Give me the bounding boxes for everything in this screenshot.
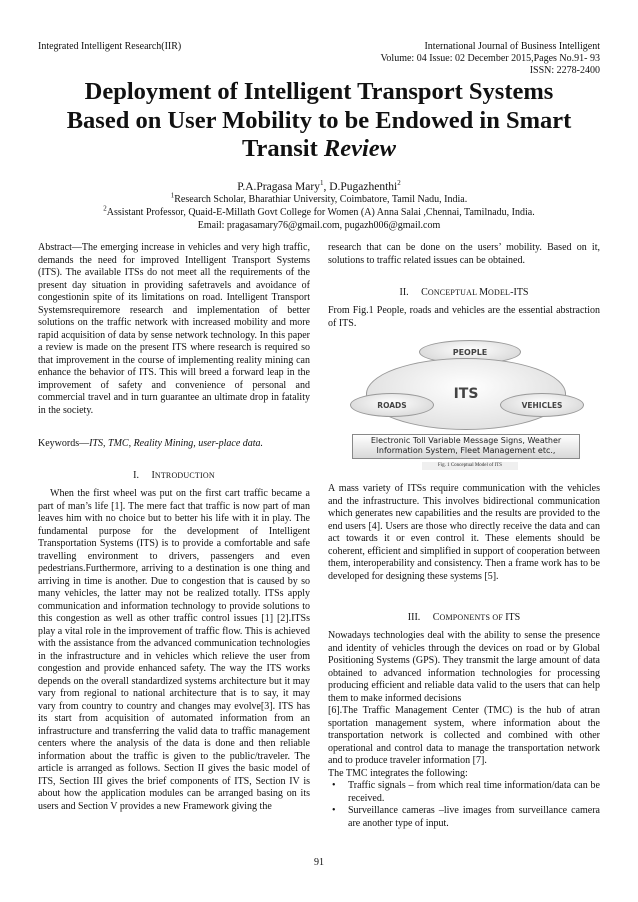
paper-title [30,78,608,164]
figure-caption: Fig. 1 Conceptual Model of ITS [422,462,518,470]
author-1: P.A.Pragasa Mary [237,181,320,193]
page-number: 91 [314,857,324,868]
keywords-text: ITS, TMC, Reality Mining, user-place data. [89,438,264,449]
mass-variety-paragraph: A mass variety of ITSs require communication with the vehicles and the infrastructure. This involves bidirectional communication which generates new capabilities and the results are provided to the end users [4]. Users are those who directly receive the data and can act towards it or even control it. These elements should be coherent, efficient and simplified in support of cooperation between them, interoperability and consistency. Then a frame work has to be developed for designing these systems [5]. [328,483,600,582]
section-heading-components [328,612,600,625]
author-2: , D.Pugazhenthi [323,181,398,193]
keywords [38,438,310,451]
section-heading-conceptual-model [328,287,600,300]
section-title-cap: I [151,470,155,481]
journal-name: International Journal of Business Intelligent [424,41,600,52]
affiliation-1-sup: 1 [170,191,175,200]
people-oval: PEOPLE [419,340,521,364]
section-title-rest-2: ODEL [488,288,511,297]
title-line-3-main: Transit [241,135,324,162]
its-oval: ITS [366,358,566,430]
title-line-2: Based on User Mobility to be Endowed in Smart [66,106,572,134]
journal-issn: ISSN: 2278-2400 [529,65,600,76]
section-number: II. [399,287,409,298]
section-title-tail: ITS [505,612,521,623]
bullet-icon: • [332,780,336,791]
tmc-integrates-line: The TMC integrates the following: [328,767,468,779]
applications-box-line-1: Electronic Toll Variable Message Signs, Weather [370,436,562,445]
applications-box-line-2: Information System, Fleet Management etc., [376,446,556,455]
section-title-cap: C [432,612,440,623]
journal-header-right [380,41,600,77]
tmc-paragraph: [6].The Traffic Management Center (TMC) is the hub of atran sportation management system, where information about the transportation network is collected and combined with other operational and control data to manage the transportation network and to produce traveler information [7]. [328,705,600,766]
abstract: Abstract—The emerging increase in vehicles and very high traffic, demands the need for improved Intelligent Transport Systems (ITS). The available ITSs do not meet all the requirements of the present day situation in providing safetravels and avoidance of congestionin spite of its limitations on road. Intelligent Transport Systemsrequiremore research and implementation of better solutions on the traffic network with increased mobility and more rapid acquisition of data by sense network technology. In this paper a review is made on the present ITS where research is required so that improvement in the course of implementing reality mining can enhance the behavior of ITS. This will breed a forward leap in the improvement of safety and convenience of personal and commercial travel and in turn guarantee an ultimate drop in fatality in the society. [38,242,310,416]
section-title-rest: NTRODUCTION [154,471,215,480]
section-heading-introduction [38,470,310,483]
title-line-3 [30,135,608,164]
roads-oval: ROADS [350,393,434,417]
applications-box [352,434,580,459]
affiliation-1-text: Research Scholar, Bharathiar University, Coimbatore, Tamil Nadu, India. [174,194,468,205]
section-title-cap: C [421,287,428,298]
affiliation-1 [0,191,638,207]
section-title-tail: -ITS [510,287,529,298]
figure-conceptual-model [344,338,584,474]
affiliation-2-text: Assistant Professor, Quaid-E-Millath Govt College for Women (A) Anna Salai ,Chennai, Tamilnadu, India. [106,207,535,218]
list-item [328,805,600,830]
introduction-paragraph: When the first wheel was put on the first cart traffic became a part of man’s life [1]. The mere fact that traffic is now part of man leaves him with no choice but to better his life with it in play. The fundamental purpose for the development of Intelligent Transportation Systems (ITS) is to provide a comfortable and safe travelling environment to drivers, passengers and even pedestrians.Furthermore, arriving to a destination is one thing and arriving in time is another. Due to congestion that is caused by so many vehicles, the latter may not be realized totally. ITSs apply communication and information technology to provide solutions to this congestion as well as other traffic control issues [1] [2].ITSs play a vital role in the improvement of traffic flow. This is achieved with the assistance from the advanced communication technologies in the infrastructure and in vehicles which relieve the user from congestion and provide enhanced safety. The way the ITS works depends on the overall standardized systems architecture but it may vary from regional to national architecture that is to say, it may vary from country to country and changes may evolve[3]. ITS has its start from acquisition of automated information from an infrastructure and transferring the valid data to traffic management centers where the analysis of the data is done and then reliable information about the traffic is given to the public/traveler. The article is arranged as follows. Section II gives the basic model of ITS, Section III gives the brief components of ITS, Section IV is about how the application modules can be arranged basing on its users and Section V provides a new Framework giving the [38,488,310,812]
journal-header-left: Integrated Intelligent Research(IIR) [38,41,182,52]
author-2-sup: 2 [397,179,401,188]
section-title-cap-2: M [479,287,489,298]
author-email: Email: pragasamary76@gmail.com, pugazh006@gmail.com [197,220,441,231]
nowadays-paragraph: Nowadays technologies deal with the ability to sense the presence and identity of vehicles through the devices on road or by Global Positioning Systems (GPS). They transmit the large amount of data obtained to advanced information technologies for processing producing efficient and reliable data valid to the users that can help them to make informed decisions [328,630,600,704]
title-line-3-italic: Review [323,135,397,162]
bullet-icon: • [332,805,336,816]
title-line-1: Deployment of Intelligent Transport Systems [84,78,554,105]
list-item [328,780,600,805]
affiliation-2-sup: 2 [103,204,107,213]
section-number: I. [133,470,139,481]
section-title-rest: ONCEPTUAL [427,288,480,297]
tmc-components-list [328,780,600,830]
list-item-text: Surveillance cameras –live images from surveillance camera are another type of input. [348,805,600,829]
components-paragraph [328,630,600,830]
list-item-text: Traffic signals – from which real time information/data can be received. [348,780,600,804]
vehicles-oval: VEHICLES [500,393,584,417]
section-number: III. [407,612,421,623]
conceptual-model-paragraph: From Fig.1 People, roads and vehicles are the essential abstraction of ITS. [328,305,600,329]
author-list [0,180,638,194]
affiliation-2 [0,204,638,220]
keywords-label: Keywords— [38,438,90,449]
continued-paragraph: research that can be done on the users’ mobility. Based on it, solutions to traffic related issues can be obtained. [328,242,600,266]
section-title-rest: OMPONENTS OF [439,613,506,622]
author-1-sup: 1 [319,179,324,188]
journal-volume: Volume: 04 Issue: 02 December 2015,Pages No.91- 93 [380,53,600,64]
